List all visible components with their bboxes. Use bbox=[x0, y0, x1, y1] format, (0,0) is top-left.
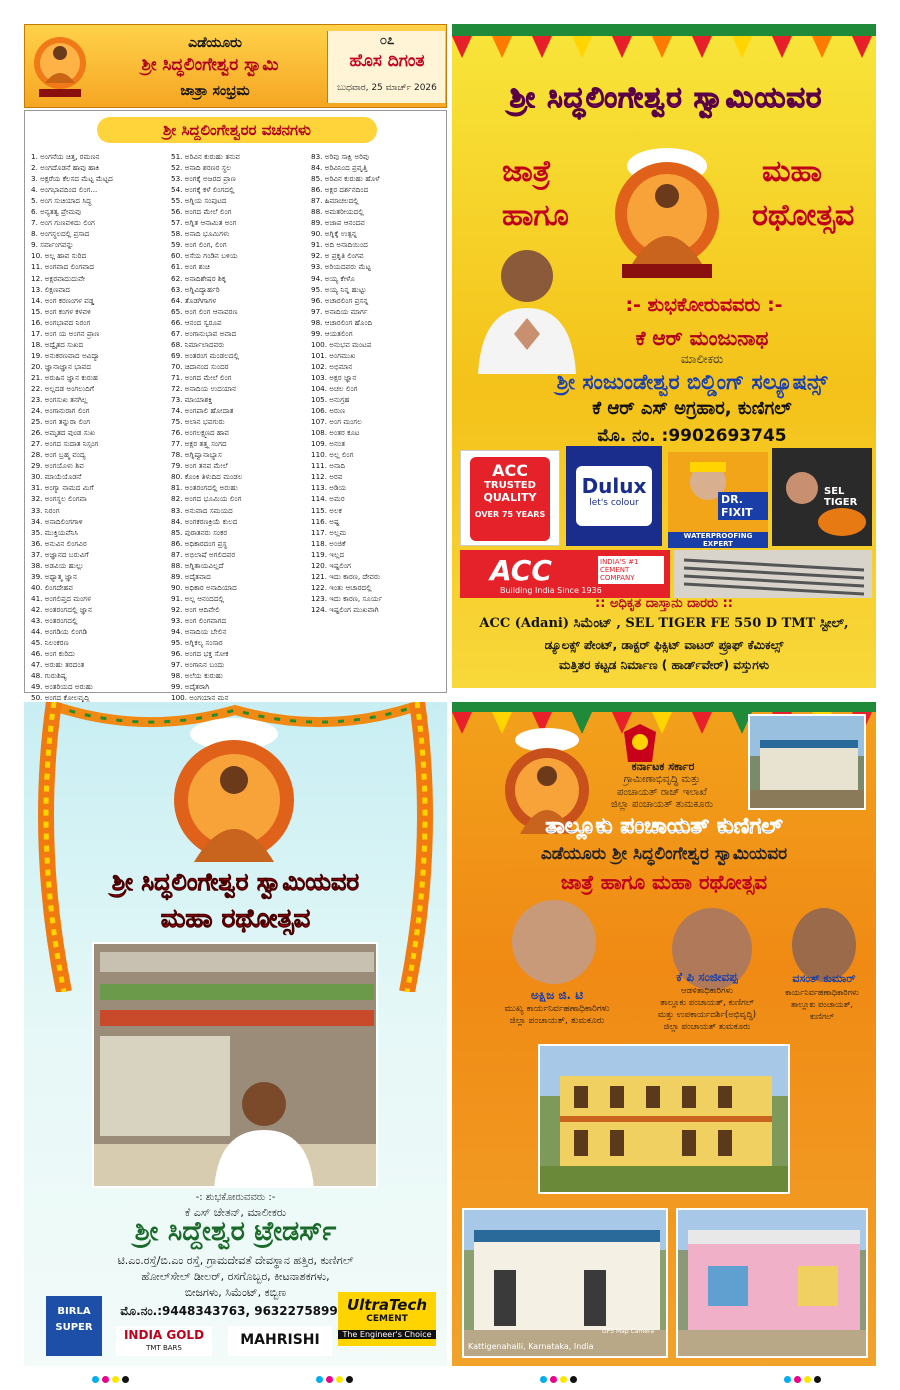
mahrishi-text: MAHRISHI bbox=[240, 1332, 320, 1348]
acc-badge-text: INDIA'S #1 CEMENT COMPANY bbox=[598, 556, 664, 584]
word-maha: ಮಹಾ bbox=[762, 154, 822, 189]
vachana-line: 121. ಇದು ಕಾರಣ, ದೇವರು bbox=[311, 571, 381, 581]
vachana-line: 64. ತೊಡಗಿಗಾಗಳ bbox=[171, 295, 217, 305]
vachana-line: 101. ಅಂಗಮುಖ bbox=[311, 350, 356, 360]
paper-name: ಹೊಸ ದಿಗಂತ bbox=[349, 51, 425, 71]
vachana-line: 39. ಅಧ್ಯಾತ್ಮ ಜ್ಞಾನ bbox=[31, 571, 78, 581]
vachana-line: 37. ಅಜ್ಞಾನದ ಬರುವಿಗೆ bbox=[31, 549, 89, 559]
vachana-line: 95. ಅಯ್ಯ ನಿನ್ನ ಹುಟ್ಟು bbox=[311, 284, 367, 294]
vachana-line: 26. ಅಮೃತದ ವುಂಡ ಸುಖ bbox=[31, 428, 96, 438]
products-line-3: ಮತ್ತಿತರ ಕಟ್ಟಡ ನಿರ್ಮಾಣ ( ಹಾರ್ಡ್‌ವೇರ್) ವಸ್ತುಗಳು bbox=[558, 658, 770, 672]
event-subtitle: ಜಾತ್ರೆ ಹಾಗೂ ಮಹಾ ರಥೋತ್ಸವ bbox=[560, 870, 768, 894]
saint-emblem-icon bbox=[31, 33, 89, 101]
vachana-line: 92. ಅಂಗ ಆದಿವೇಲಿ bbox=[171, 604, 220, 614]
word-rathotsava: ರಥೋತ್ಸವ bbox=[752, 198, 855, 233]
registration-marks bbox=[316, 1376, 353, 1384]
vachana-line: 45. ನಿಲಂಕರಣ bbox=[31, 638, 69, 648]
vachana-line: 2. ಅಂಗದೊಡನೆ ಹಾವು ಹಾಕಿ bbox=[31, 163, 100, 173]
official-name-2: ಕೆ ಪಿ ಸಂಜೀವಪ್ಪ bbox=[676, 970, 738, 984]
official-name-3: ವಸಂತ್ ಕುಮಾರ್ bbox=[792, 972, 856, 985]
vachana-line: 32. ಅಂಗಸ್ಥಲ ಲಿಂಗವಾ bbox=[31, 494, 87, 504]
acc-trusted-text: TRUSTED bbox=[484, 480, 536, 491]
vachana-line: 96. ಅಂಗದ ಭಕ್ತ ಸೋಕ bbox=[171, 649, 229, 659]
traders-address-1: ಟಿ.ಎಂ.ರಸ್ತೆ/ಬಿ.ಎಂ ರಸ್ತೆ, ಗ್ರಾಮದೇವತೆ ದೇವಸ್ಥಾನ ಹತ್ತಿರ, ಕುಣಿಗಲ್ bbox=[117, 1254, 354, 1267]
vachana-line: 79. ಅಂಗ ತನವ ಮೇಲೆ bbox=[171, 461, 228, 471]
vachana-line: 120. ಇಷ್ಟಲಿಂಗ bbox=[311, 560, 352, 570]
vachana-line: 75. ಅಲಾನ ಭವಗುರು bbox=[171, 417, 225, 427]
official-role-2d: ಜಿಲ್ಲಾ ಪಂಚಾಯತ್ ತುಮಕೂರು bbox=[663, 1022, 751, 1032]
school-building-photo bbox=[538, 1044, 790, 1194]
vachana-line: 54. ಅಂಗಕ್ಕೆ ಕಳೆ ಲಿಂಗದಲ್ಲಿ bbox=[171, 185, 235, 195]
ultratech-logo bbox=[338, 1292, 436, 1346]
vachana-line: 81. ಅಂತರಂಗದಲ್ಲಿ ಅರುಹು bbox=[171, 483, 238, 493]
gov-line-1: ಕರ್ನಾಟಕ ಸರ್ಕಾರ bbox=[631, 760, 695, 773]
vachana-line: 3. ಅಕ್ಷರೆಯ ಕೆಲಸದ ಮೆಟ್ಟ ಮೆಟ್ಟದ bbox=[31, 174, 113, 184]
taluk-panchayat-title: ತಾಲ್ಲೂಕು ಪಂಚಾಯತ್ ಕುಣಿಗಲ್ bbox=[545, 814, 783, 839]
vachana-line: 52. ಅನಾದಿ ಶರಣರ ಸ್ಥಲ bbox=[171, 163, 232, 173]
wishers-label: :- ಶುಭಕೋರುವವರು :- bbox=[625, 294, 783, 316]
official-photo-1 bbox=[512, 900, 596, 984]
vachana-line: 70. ಚಿದಾನಂದ ಸುಂದರ bbox=[171, 361, 229, 371]
sponsor-address: ಕೆ ಆರ್ ಎಸ್ ಅಗ್ರಹಾರ, ಕುಣಿಗಲ್ bbox=[592, 398, 792, 419]
photo-location-caption: Kattigenahalli, Karnataka, India bbox=[468, 1342, 594, 1351]
owner-name: ಕೆ ಎಸ್ ಚೇತನ್, ಮಾಲೀಕರು bbox=[184, 1206, 287, 1219]
saint-illustration-icon bbox=[602, 136, 732, 286]
vachana-line: 5. ಅಂಗ ಸುಚಿಯಾದ ಸಿದ್ಧ bbox=[31, 196, 92, 206]
vachana-line: 7. ಅಂಗ ಗುಣವಳಿದು ಲಿಂಗ bbox=[31, 218, 95, 228]
vachana-line: 61. ಅಂಗ ಶುಚಿ bbox=[171, 262, 210, 272]
vachana-line: 111. ಅನಾದಿ bbox=[311, 461, 346, 471]
vachana-column-1 bbox=[31, 151, 167, 703]
vachana-line: 98. ಅಲೆಯ ಕುರುಹು bbox=[171, 671, 224, 681]
vachana-line: 123. ಇದು ಕಾರಣ, ಸೂರ್ಯ bbox=[311, 593, 383, 603]
vachana-line: 94. ಅಯ್ಯ ಕೇಳೊ bbox=[311, 273, 355, 283]
panchayat-advertisement bbox=[452, 702, 876, 1366]
gov-line-3: ಪಂಚಾಯತ್ ರಾಜ್ ಇಲಾಖೆ bbox=[617, 787, 707, 798]
vachana-line: 88. ಅಗ್ನಿತಾಯವಿಲ್ಲದೆ bbox=[171, 560, 224, 570]
vachana-line: 40. ಲಿಂಗದೇಹವ bbox=[31, 582, 73, 592]
vachana-line: 33. ನಿರಂಗ bbox=[31, 505, 60, 515]
vachana-line: 42. ಅಂತರಂಗದಲ್ಲಿ ಜ್ಞಾನ bbox=[31, 604, 93, 614]
vachana-line: 53. ಅಂಗಕ್ಕೆ ಅಜರದ ಪ್ರಾಣ bbox=[171, 174, 236, 184]
traders-advertisement bbox=[24, 702, 447, 1366]
school-building-icon bbox=[464, 1210, 668, 1358]
vachana-line: 108. ಅಂತರ ಕೂಟ bbox=[311, 428, 360, 438]
products-line-1: ACC (Adani) ಸಿಮೆಂಟ್ , SEL TIGER FE 550 D TMT ಸ್ಟೀಲ್, bbox=[479, 616, 849, 631]
vachana-line: 24. ಅಂಗಾನುರಾಗ ಲಿಂಗ bbox=[31, 406, 90, 416]
vachana-line: 92. ಅ ಪ್ರಕೃತಿ ಲಿಂಗವ bbox=[311, 251, 364, 261]
vachana-line: 20. ಜ್ಞಾನಾಜ್ಞಾನ ಭಾವದ bbox=[31, 361, 91, 371]
vachana-line: 27. ಅಂಗದ ಸುದಾತ ನಿಸ್ಸಂಗ bbox=[31, 439, 99, 449]
vachana-line: 100. ಅಂಗಯಾನ ಮನ bbox=[171, 693, 229, 703]
vachana-line: 55. ಅಗ್ನಿಯ ಸಂಪುಟದ bbox=[171, 196, 227, 206]
vachana-line: 93. ಅರಿಯದವರು ಮೆಟ್ಟ bbox=[311, 262, 371, 272]
vachana-line: 93. ಅಂಗ ಲಿಂಗವಾಗದ bbox=[171, 615, 227, 625]
paper-brand-box bbox=[327, 31, 445, 103]
saint-illustration-icon bbox=[154, 712, 314, 872]
vachana-line: 96. ಅಚಾರಲಿಂಗ ಪ್ರಸನ್ನ bbox=[311, 295, 369, 305]
gov-line-2: ಗ್ರಾಮೀಣಾಭಿವೃದ್ಧಿ ಮತ್ತು bbox=[623, 774, 701, 785]
vachana-line: 89. ಅಜಾಪ ಆನಂದವ bbox=[311, 218, 365, 228]
vachana-line: 58. ಅನಾದಿ ಭೂಮಿಗಳು bbox=[171, 229, 230, 239]
vachana-line: 60. ಅಸೆಯ ಗಂಡಿನ ಬಳಿಯ bbox=[171, 251, 238, 261]
dealers-label: :: ಅಧಿಕೃತ ದಾಸ್ತಾನು ದಾರರು :: bbox=[595, 596, 733, 611]
vachana-line: 13. ಲಿಕ್ಷಣವಾದ bbox=[31, 284, 71, 294]
festive-bunting-icon bbox=[452, 24, 876, 68]
vachanas-heading: ಶ್ರೀ ಸಿದ್ದಲಿಂಗೇಶ್ವರರ ವಚನಗಳು bbox=[97, 117, 377, 143]
vachana-line: 1. ಅಂಗನೆಯ ಚಿತ್ತ, ರಮಣನ bbox=[31, 152, 100, 161]
vachanas-section bbox=[24, 110, 447, 703]
vachana-line: 14. ಅಂಗ ಕರಣಂಗಳ ವಡ್ಡ bbox=[31, 295, 95, 305]
official-photo-3 bbox=[792, 908, 856, 982]
gps-camera-label: GPS Map Camera bbox=[602, 1328, 655, 1335]
page-number: ೦೭ bbox=[379, 33, 395, 48]
official-role-2c: ಮತ್ತು ಉಪಕಾರ್ಯದರ್ಶಿ(ಅಭಿವೃದ್ಧಿ) bbox=[657, 1010, 757, 1020]
acc-tagline: Building India Since 1936 bbox=[500, 586, 602, 595]
school-building-photo-3 bbox=[676, 1208, 868, 1358]
vachana-line: 117. ಅಲ್ಲಮ bbox=[311, 527, 347, 537]
dr-fixit-tagline: WATERPROOFING EXPERT bbox=[668, 532, 768, 548]
vachana-line: 102. ಅಭಿಮಾನ bbox=[311, 361, 353, 371]
vachana-line: 10. ಅಲ್ಲ ಹಾವ ಸುರಿದ bbox=[31, 251, 87, 261]
vachana-line: 22. ಅಲ್ಲದಡ ಅಂಗಲುದಿಗೆ bbox=[31, 383, 95, 393]
vachana-line: 94. ಅನಾದಿಯ ಬೇಲಿನ bbox=[171, 627, 227, 637]
vachana-line: 83. ಅರಿವು ಸಾಕ್ಷಿ ಅರಿವು bbox=[311, 152, 369, 161]
vachana-line: 85. ಪುರಾತನರು ಸಂಕರ bbox=[171, 527, 228, 537]
sponsor-role: ಮಾಲೀಕರು bbox=[680, 352, 724, 366]
products-line-2: ಡ್ಯೂಲಕ್ಸ್ ಪೇಂಟ್, ಡಾಕ್ಟರ್ ಫಿಕ್ಸಿಟ್ ವಾಟರ್ ಪ್ರೂಫ್ ಕೆಮಿಕಲ್ಸ್ bbox=[544, 638, 784, 652]
official-role-2a: ಆಡಳಿತಾಧಿಕಾರಿಗಳು bbox=[681, 986, 733, 996]
office-building-icon bbox=[750, 716, 866, 810]
vachana-line: 49. ಅಂತರಿಯದ ಅರುಹು bbox=[31, 682, 93, 692]
vachana-line: 84. ಅಂಗಕರಣಕ್ರಿಯೆ ಕುಲದ bbox=[171, 516, 238, 526]
acc-quality-text: QUALITY bbox=[483, 491, 537, 504]
vachana-line: 56. ಅಂಗದ ಮೇಲೆ ಲಿಂಗ bbox=[171, 207, 232, 217]
ultratech-cement-text: CEMENT bbox=[366, 1314, 408, 1324]
traders-address-2: ಹೋಲ್‌ಸೇಲ್ ಡೀಲರ್, ರಸಗೊಬ್ಬರ, ಕೀಟನಾಶಕಗಳು, bbox=[141, 1270, 330, 1283]
sponsor-phone: ಮೊ. ನಂ. :9902693745 bbox=[597, 426, 787, 446]
vachana-line: 38. ಅಡವಿಯ ಹುಲ್ಲು bbox=[31, 560, 84, 570]
vachana-line: 57. ಅಗ್ನಿತ ಆನಾಮಿತ ಅಂಗ bbox=[171, 218, 237, 228]
masthead-place: ಎಡೆಯೂರು bbox=[188, 35, 242, 51]
shop-owner-photo bbox=[92, 942, 378, 1188]
vachana-line: 88. ಅಮತರೀಯದಲ್ಲಿ bbox=[311, 207, 364, 217]
vachana-line: 89. ಅದೈತವಾದ bbox=[171, 571, 211, 581]
school-building-icon bbox=[678, 1210, 868, 1358]
sel-tiger-text: SEL TIGER bbox=[824, 486, 858, 508]
vachana-line: 19. ಅನುಕರಣವಾದ ಅವಿದ್ಯಾ bbox=[31, 350, 100, 360]
jatre-advertisement bbox=[452, 24, 876, 688]
masthead-title: ಶ್ರೀ ಸಿದ್ಧಲಿಂಗೇಶ್ವರ ಸ್ವಾಮಿ bbox=[141, 55, 279, 75]
issue-date: ಬುಧವಾರ, 25 ಮಾರ್ಚ್ 2026 bbox=[337, 83, 437, 93]
official-role-1a: ಮುಖ್ಯ ಕಾರ್ಯನಿರ್ವಹಣಾಧಿಕಾರಿಗಳು bbox=[504, 1004, 610, 1014]
vachana-line: 65. ಅಂಗ ಲಿಂಗ ಆನಾವರಣ bbox=[171, 306, 238, 316]
vachana-line: 11. ಅಂಗವಾದ ಲಿಂಗವಾದ bbox=[31, 262, 95, 272]
official-name-1: ಅಕ್ಷಿಜ ಜಿ. ಟಿ bbox=[530, 988, 584, 1002]
vachana-line: 105. ಅನುಗ್ರಹ bbox=[311, 395, 350, 405]
official-role-3a: ಕಾರ್ಯನಿರ್ವಹಣಾಧಿಕಾರಿಗಳು bbox=[785, 988, 859, 997]
vachana-line: 124. ಇಷ್ಟಲಿಂಗ ಮುಖವಾಗಿ bbox=[311, 604, 379, 614]
vachana-line: 91. ಅದಿ ಅನಾದಿಯಿಂದ bbox=[311, 240, 368, 250]
masthead-subtitle: ಜಾತ್ರಾ ಸಂಭ್ರಮ bbox=[180, 83, 250, 99]
sel-tiger-logo bbox=[772, 448, 872, 546]
dulux-logo bbox=[566, 446, 662, 546]
vachana-line: 112. ಅರವ bbox=[311, 472, 343, 482]
vachana-line: 85. ಅರಿವಿನ ಕುರುಹು ಹೊಳೆ bbox=[311, 174, 380, 184]
vachana-line: 28. ಅಂಗ ಬ್ರಹ್ಮ ವಂದ್ಯ bbox=[31, 450, 86, 460]
steel-bars-icon bbox=[674, 550, 872, 598]
vachana-line: 30. ಮಾಯೆಯೊಡನೆ bbox=[31, 472, 82, 482]
traders-phone: ಮೊ.ನಂ.:9448343763, 9632275899 bbox=[120, 1304, 338, 1318]
vachana-line: 43. ಅಂತರಂಗದಲ್ಲಿ bbox=[31, 615, 78, 625]
vachana-line: 21. ಅರುಹಿನ ಜ್ಞಾನ ಕುರುಹ bbox=[31, 372, 98, 382]
vachana-line: 119. ಇಲ್ಲದ bbox=[311, 549, 345, 559]
vachana-line: 46. ಅಂಗ ಕುರಿದು bbox=[31, 649, 76, 659]
official-role-1b: ಜಿಲ್ಲಾ ಪಂಚಾಯತ್, ತುಮಕೂರು bbox=[509, 1016, 605, 1026]
birla-text: BIRLA bbox=[57, 1306, 91, 1317]
vachana-line: 87. ಹಿಮಾಚಲದಲ್ಲಿ bbox=[311, 196, 359, 206]
panchayat-office-photo bbox=[748, 714, 866, 810]
vachana-line: 82. ಅಂಗದ ಭೂಮಿಯ ಲಿಂಗ bbox=[171, 494, 242, 504]
vachana-line: 122. ಇಂತು ಆಚಾರದಲ್ಲಿ bbox=[311, 582, 372, 592]
birla-super-text: SUPER bbox=[55, 1322, 93, 1333]
vachana-line: 103. ಅಕ್ಷರ ಜ್ಞಾನ bbox=[311, 372, 357, 382]
vachana-line: 68. ನಿರ್ಮಾಲಾದವರು bbox=[171, 339, 225, 349]
vachana-line: 107. ಅಂಗ ಮಂಗಲ bbox=[311, 417, 362, 427]
vachana-line: 51. ಅರಿವಿನ ಕುರುಹು ತನುವ bbox=[171, 152, 241, 161]
vachana-line: 41. ಅಂಗಲಿಪ್ತದ ಮಂಗಳ bbox=[31, 593, 92, 603]
traders-address-3: ಬೀಜಗಳು, ಸಿಮೆಂಟ್, ಕಬ್ಬಿಣ bbox=[184, 1286, 287, 1299]
vachana-column-2 bbox=[171, 151, 307, 748]
vachana-line: 80. ಕೊಂಕಿ ತಿಳುದಿದ ಮಂಡಲ bbox=[171, 472, 243, 482]
official-role-3b: ತಾಲ್ಲೂಕು ಪಂಚಾಯತ್, bbox=[791, 1000, 853, 1009]
vachana-line: 34. ಅನಾದಿಲಿಂಗಗಾಳಿ bbox=[31, 516, 83, 526]
vachana-line: 36. ಅನುವಿನ ಲಿಂಗವಿರ bbox=[31, 538, 87, 548]
vachana-line: 62. ಅನಾದಿಶೇಷರ ಶಿಕ್ಕ bbox=[171, 273, 226, 283]
vachana-line: 116. ಅಷ್ಟ bbox=[311, 516, 340, 526]
dr-fixit-logo bbox=[668, 452, 768, 548]
vachana-line: 47. ಅರುಹು ತರದಂತ bbox=[31, 660, 85, 670]
vachana-line: 50. ಅಂಗದ ಕೋಲವೃದ್ಧಿ bbox=[31, 693, 90, 703]
event-title: ಎಡೆಯೂರು ಶ್ರೀ ಸಿದ್ಧಲಿಂಗೇಶ್ವರ ಸ್ವಾಮಿಯವರ bbox=[540, 844, 788, 864]
vachana-line: 113. ಅಡಿಯ bbox=[311, 483, 347, 493]
vachana-line: 15. ಅಂಗ ಕಂಗಳ ಕಳವಳಿ bbox=[31, 306, 91, 316]
vachana-line: 25. ಅಂಗ ತನ್ನುರಾ ಲಿಂಗ bbox=[31, 417, 91, 427]
vachana-line: 86. ಅಧಿಕಾರದಂಗ ಪ್ರಸ್ಥ bbox=[171, 538, 228, 548]
official-role-3c: ಕುಣಿಗಲ್ bbox=[810, 1012, 834, 1021]
vachana-line: 66. ಆನಂದ ಸ್ವರೂಪ bbox=[171, 317, 222, 327]
vachana-line: 48. ಗುರುಶಿಷ್ಯ bbox=[31, 671, 67, 681]
vachana-line: 12. ಅಕ್ಷರವಾದುದುವೇ bbox=[31, 273, 86, 283]
vachana-line: 9. ಸರ್ವಾಂಗವನ್ನು bbox=[31, 240, 74, 250]
vachana-line: 87. ಅಭಿಲಾಷೆ ಅಗಲಿದವರ bbox=[171, 549, 236, 559]
vachana-line: 84. ಅರಿವಿನಿಂದ ಪ್ರವೃತ್ತಿ bbox=[311, 163, 368, 173]
acc-wide-text: ACC bbox=[490, 554, 552, 587]
vachana-line: 29. ಅಂಗಯೊಳು ಶಿವ bbox=[31, 461, 84, 471]
vachana-line: 31. ಅಂಗ್ಯಾ ನಾಮದ ಮಿಗೆ bbox=[31, 483, 94, 493]
vachana-column-3 bbox=[311, 151, 447, 615]
tmt-bars-image bbox=[674, 550, 872, 598]
india-gold-text: INDIA GOLD bbox=[123, 1328, 205, 1342]
vachana-line: 6. ಅನ್ಯತತ್ವ ಪ್ರೇಮವು bbox=[31, 207, 82, 217]
india-gold-logo bbox=[116, 1326, 212, 1356]
shop-interior-icon bbox=[94, 944, 378, 1188]
vachana-line: 76. ಅಂಗಲಕ್ಷ್ಮಣದ ಹಾವ bbox=[171, 428, 230, 438]
registration-marks bbox=[92, 1376, 129, 1384]
school-building-icon bbox=[540, 1046, 790, 1194]
masthead bbox=[24, 24, 447, 108]
ad-title: ಶ್ರೀ ಸಿದ್ಧಲಿಂಗೇಶ್ವರ ಸ್ವಾಮಿಯವರ bbox=[509, 80, 823, 114]
vachana-line: 74. ಅಂಗಪಾಲಿ ಹೋದಾತ bbox=[171, 406, 234, 416]
vachana-line: 17. ಅಂಗ ಯ ಅಂಗನ ಪ್ರಾಣ bbox=[31, 328, 100, 338]
acc-wide-logo bbox=[460, 550, 670, 598]
vachana-line: 35. ಮುಕ್ತಿಯವೆನಿಸಿ bbox=[31, 527, 79, 537]
official-role-2b: ತಾಲ್ಲೂಕು ಪಂಚಾಯತ್, ಕುಣಿಗಲ್ bbox=[660, 998, 754, 1008]
school-building-photo-2 bbox=[462, 1208, 668, 1358]
vachana-line: 114. ಅಮರ bbox=[311, 494, 345, 504]
vachana-line: 78. ಅಗ್ನಿಷ್ವಾನಾಭ್ಯಾಸ bbox=[171, 450, 222, 460]
vachana-line: 99. ಆಯತಲಿಂಗ bbox=[311, 328, 353, 338]
mahrishi-logo bbox=[228, 1326, 332, 1356]
sponsor-name: ಕೆ ಆರ್ ಮಂಜುನಾಥ bbox=[635, 326, 769, 350]
acc-logo-text: ACC bbox=[492, 461, 528, 480]
vachana-line: 95. ಅಗ್ನಿಕಲ್ಯ ಸಂಸಾರ bbox=[171, 638, 223, 648]
acc-quality-logo bbox=[460, 450, 560, 546]
vachana-line: 23. ಅಂಗಸುಖ ತನಗಿಲ್ಲ bbox=[31, 395, 88, 405]
sponsor-firm: ಶ್ರೀ ಸಂಜುಂಡೇಶ್ವರ ಬಿಲ್ಡಿಂಗ್ ಸಲ್ಯೂಷನ್ಸ್ bbox=[556, 370, 828, 394]
vachana-line: 16. ಅಂಗಭಾವದ ನಿರಂಗ bbox=[31, 317, 91, 327]
vachana-line: 77. ಅಕ್ಷರ ತತ್ತ್ವ ಸಂಗದ bbox=[171, 439, 227, 449]
vachana-line: 71. ಅಂಗದ ಮೇಲೆ ಲಿಂಗ bbox=[171, 372, 232, 382]
vachana-line: 73. ಮಾಯಾಶಕ್ತಿ bbox=[171, 395, 213, 405]
dulux-logo-text: Dulux bbox=[581, 474, 647, 498]
left-garland-icon bbox=[24, 702, 84, 992]
word-haagu: ಹಾಗೂ bbox=[502, 198, 569, 233]
word-jatre: ಜಾತ್ರೆ bbox=[502, 154, 552, 189]
vachana-line: 67. ಅಂಗಾನುಭಾವ ಅವಾದ bbox=[171, 328, 237, 338]
vachana-line: 118. ಅಂಜಿಕೆ bbox=[311, 538, 346, 548]
acc-years-text: OVER 75 YEARS bbox=[474, 510, 546, 519]
birla-super-logo bbox=[46, 1296, 102, 1356]
vachana-line: 90. ಅಧಿಕಾರ ಅನಾದಿಯಾದ bbox=[171, 582, 237, 592]
vachana-line: 97. ಅನಾದಿಯ ಮಾರ್ಗ bbox=[311, 306, 368, 316]
ultratech-text: UltraTech bbox=[346, 1296, 428, 1314]
vachana-line: 83. ಅನುವಾದ ಸಮಯದ bbox=[171, 505, 233, 515]
right-garland-icon bbox=[387, 702, 447, 992]
vachana-line: 110. ಅಲ್ಲ ಲಿಂಗ bbox=[311, 450, 354, 460]
vachana-line: 104. ಅಚಲ ಲಿಂಗ bbox=[311, 383, 358, 393]
registration-marks bbox=[540, 1376, 577, 1384]
vachana-line: 63. ಅಗ್ನಿವಿದ್ಯಾರ್ಹರಿ bbox=[171, 284, 220, 294]
vachana-line: 44. ಅಂಗಡಿಯ ಲಿಂಗಡಿ bbox=[31, 627, 88, 637]
ad-title-line-2: ಮಹಾ ರಥೋತ್ಸವ bbox=[160, 904, 311, 934]
vachana-line: 97. ಅಂಗಾನಿನ ಬಂದು bbox=[171, 660, 225, 670]
dulux-tagline: let's colour bbox=[589, 498, 639, 508]
vachana-line: 90. ಅಗ್ನಿಕ್ಕೆ ಉತ್ಪನ್ನ bbox=[311, 229, 357, 239]
wishers-label: -: ಶುಭಕೋರುವವರು :- bbox=[195, 1192, 276, 1203]
registration-marks bbox=[784, 1376, 821, 1384]
dr-fixit-text: DR. FIXIT bbox=[718, 492, 768, 520]
gov-line-4: ಜಿಲ್ಲಾ ಪಂಚಾಯತ್ ತುಮಕೂರು bbox=[610, 799, 714, 810]
india-gold-tag: TMT BARS bbox=[146, 1344, 182, 1352]
vachana-line: 98. ಆಚಾರಲಿಂಗ ಹೊಂದಿ bbox=[311, 317, 373, 327]
traders-firm-name: ಶ್ರೀ ಸಿದ್ದೇಶ್ವರ ಟ್ರೇಡರ್ಸ್ bbox=[134, 1216, 337, 1247]
vachana-line: 106. ಅರುಣ bbox=[311, 406, 346, 416]
vachana-line: 18. ಅದ್ವೈತದ ಸುಖದ bbox=[31, 339, 84, 349]
vachana-line: 8. ಅಂಗಸ್ಥಲದಲ್ಲಿ ಪ್ರಸಾದ bbox=[31, 229, 90, 239]
vachana-line: 72. ಅನಾದಿಯ ಉದಯಾನ bbox=[171, 383, 237, 393]
ad-title-line-1: ಶ್ರೀ ಸಿದ್ಧಲಿಂಗೇಶ್ವರ ಸ್ವಾಮಿಯವರ bbox=[111, 868, 360, 896]
vachana-line: 91. ಅಲ್ಲ ಆನಂದದಲ್ಲಿ bbox=[171, 593, 224, 603]
ultratech-tagline: The Engineer's Choice bbox=[338, 1330, 436, 1339]
vachana-line: 99. ಅದೈತರಾಗಿ bbox=[171, 682, 210, 692]
vachana-line: 115. ಅಲಕ bbox=[311, 505, 342, 515]
vachana-line: 69. ಅಂತರಂಗ ಮಂಡಲದಲ್ಲಿ bbox=[171, 350, 239, 360]
vachana-line: 109. ಅನಂತ bbox=[311, 439, 346, 449]
vachana-line: 59. ಅಂಗ ಲಿಂಗ, ಲಿಂಗ bbox=[171, 240, 227, 250]
vachana-line: 86. ಅಕ್ಷರ ದರ್ಶನದಿಂದ bbox=[311, 185, 369, 195]
vachana-line: 4. ಅಂಗಭಾವದಿಂದ ಲಿಂಗ... bbox=[31, 185, 98, 195]
vachana-line: 100. ಅನುಭವ ಮಂಟಪ bbox=[311, 339, 372, 349]
